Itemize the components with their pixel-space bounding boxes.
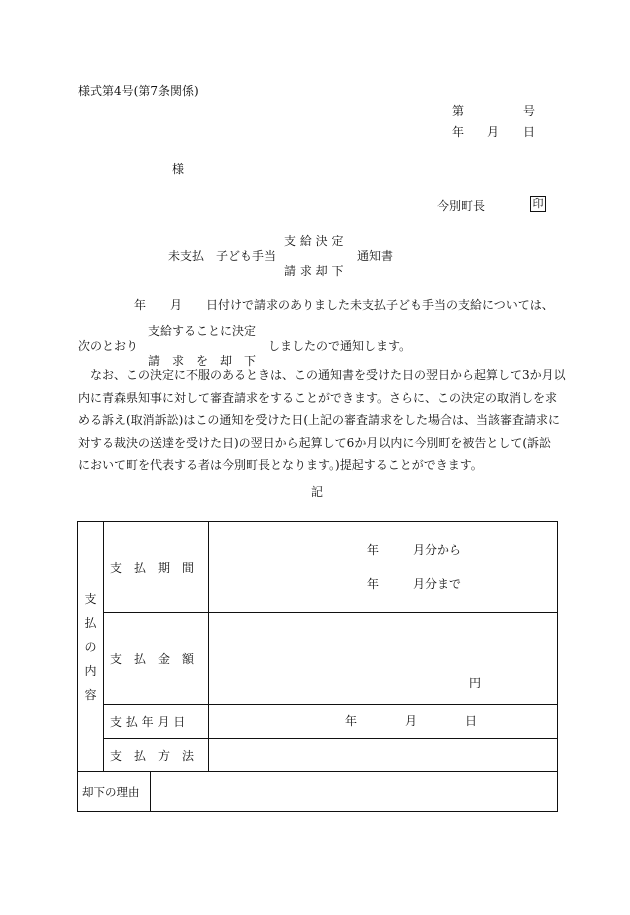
paydate-month: 月	[405, 714, 418, 728]
appeal-line: 対する裁決の送達を受けた日)の翌日から起算して6か月以内に今別町を被告として(訴訟	[78, 435, 552, 450]
title-main-left: 未支払 子ども手当	[168, 249, 277, 263]
addressee-suffix: 様	[172, 162, 185, 176]
side-char: 支	[84, 591, 97, 606]
title-option-bottom: 請 求 却 下	[284, 264, 344, 278]
method-value-cell	[209, 739, 558, 772]
seal-stamp: 印	[530, 196, 546, 212]
side-char: 払	[84, 615, 97, 630]
date-year: 年	[452, 125, 465, 139]
appeal-line: める訴え(取消訴訟)はこの通知を受けた日(上記の審査請求をした場合は、当該審査請求に	[78, 413, 561, 427]
payment-table	[77, 521, 558, 812]
body-line1: 年 月 日付けで請求のありました未支払子ども手当の支給については、	[110, 298, 554, 312]
ki-heading: 記	[311, 485, 324, 499]
appeal-line: なお、この決定に不服のあるときは、この通知書を受けた日の翌日から起算して3か月以	[78, 368, 566, 382]
body-line2-left: 次のとおり	[78, 339, 139, 353]
amount-value-cell	[209, 613, 558, 705]
period-from-month: 月分から	[413, 543, 462, 557]
doc-number-prefix: 第	[452, 104, 465, 118]
method-label: 支 払 方 法	[104, 739, 209, 772]
body-line2-right: しましたので通知します。	[268, 339, 412, 353]
form-label: 様式第4号(第7条関係)	[78, 84, 199, 98]
side-char: の	[84, 639, 97, 654]
paydate-year: 年	[345, 714, 358, 728]
title-option-top: 支 給 決 定	[284, 234, 344, 248]
side-char: 容	[84, 687, 97, 702]
period-value-cell	[209, 522, 558, 613]
side-char: 内	[84, 663, 97, 678]
paydate-day: 日	[465, 714, 478, 728]
period-to-year: 年	[367, 577, 380, 591]
period-label: 支 払 期 間	[104, 522, 209, 613]
date-day: 日	[523, 125, 536, 139]
title-main-right: 通知書	[357, 249, 394, 263]
period-from-year: 年	[367, 543, 380, 557]
body-option-top: 支給することに決定	[148, 324, 257, 338]
appeal-line: において町を代表する者は今別町長となります。)提起することができます。	[78, 458, 483, 472]
paydate-value-cell	[209, 705, 558, 739]
amount-label: 支 払 金 額	[104, 613, 209, 705]
reason-value-cell	[151, 772, 558, 812]
appeal-notice	[78, 364, 566, 477]
amount-unit: 円	[469, 676, 482, 690]
side-label-cell	[78, 522, 104, 772]
doc-number-suffix: 号	[523, 104, 536, 118]
appeal-line: 内に青森県知事に対して審査請求をすることができます。さらに、この決定の取消しを求	[78, 390, 558, 405]
body-option-bottom: 請 求 を 却 下	[148, 354, 257, 368]
reason-label: 却下の理由	[78, 772, 151, 812]
date-month: 月	[487, 125, 500, 139]
issuer-name: 今別町長	[437, 199, 486, 213]
paydate-label: 支 払 年 月 日	[104, 705, 209, 739]
period-to-month: 月分まで	[413, 577, 462, 591]
